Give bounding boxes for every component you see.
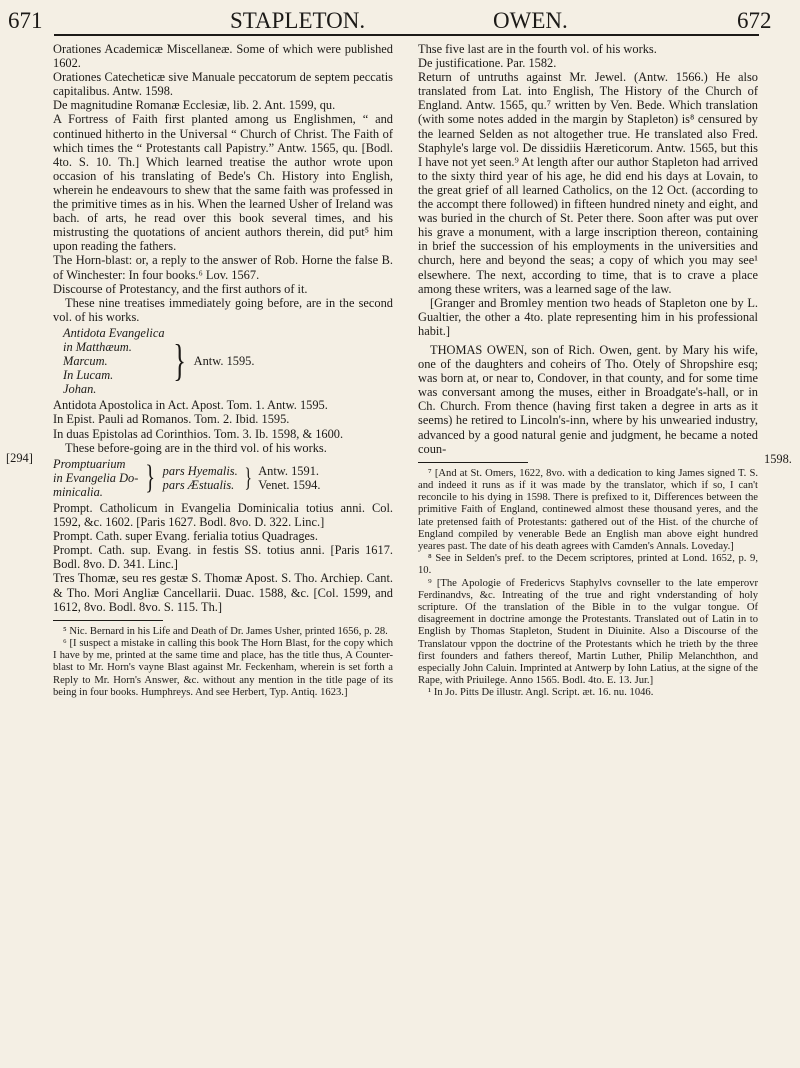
right-column <box>418 42 758 700</box>
entry-paragraph: These before-going are in the third vol. of his works. <box>65 440 327 455</box>
entry-paragraph: Orationes Academicæ Miscellaneæ. Some of which were published 1602. <box>53 42 393 71</box>
entry-paragraph: De justificatione. Par. 1582. <box>418 56 557 71</box>
brace-line: In Lucam. <box>63 368 114 383</box>
entry-paragraph: Orationes Catecheticæ sive Manuale peccatorum de septem peccatis capitalibus. Antw. 1598. <box>53 70 393 99</box>
brace-side-text: Venet. 1594. <box>258 477 321 492</box>
footnote: ⁶ [I suspect a mistake in calling this book The Horn Blast, for the copy which I have by me, printed at the same time and place, has the title thus, A Counter-blast to Mr. Horn's vayne Blast against Mr. Feckenham, wherein is set forth a Reply to Mr. Horn's Answer, &c. without any mention in the title page of its being in four books. Humphreys. And see Herbert, Typ. Antiq. 1623.] <box>53 637 393 698</box>
entry-paragraph: Antidota Apostolica in Act. Apost. Tom. 1. Antw. 1595. <box>53 398 328 413</box>
right-brace-icon: } <box>145 458 156 496</box>
brace-line: pars Æstualis. <box>162 477 235 492</box>
entry-paragraph: De magnitudine Romanæ Ecclesiæ, lib. 2. Ant. 1599, qu. <box>53 98 336 113</box>
entry-paragraph: In duas Epistolas ad Corinthios. Tom. 3. Ib. 1598, & 1600. <box>53 426 344 441</box>
brace-line: Marcum. <box>63 354 108 369</box>
footnote: ⁷ [And at St. Omers, 1622, 8vo. with a dedication to king James signed T. S. and indeed it runs as if it was made by the translator, which if so, I can't reconcile to his dying in 1598. There is prefixed to it, Differences between the primitive Faith of England, continewed almost these thousand yeres, and the late pretensed faith of Protestants: gathered out of the Hist. of the churche of England compiled by venerable Bede an English man above eight hundred yeares past. The date of his death agrees with Camden's Annals. Loveday.] <box>418 467 758 552</box>
entry-paragraph: The Horn-blast: or, a reply to the answer of Rob. Horne the false B. of Winchester: In four books.⁶ Lov. 1567. <box>53 253 393 282</box>
left-column <box>53 42 393 699</box>
brace-line: in Evangelia Do- <box>53 470 139 485</box>
header-rule <box>54 34 759 36</box>
brace-line: Antidota Evangelica <box>63 325 165 340</box>
brace-line: Promptuarium <box>53 456 126 471</box>
entry-paragraph: Tres Thomæ, seu res gestæ S. Thomæ Apost. S. Tho. Archiep. Cant. & Tho. Mori Angliæ Cancellarii. Duac. 1588, &c. [Col. 1599, and 1612, 8vo. Bodl. 8vo. S. 115. Th.] <box>53 571 393 614</box>
footnote: ¹ In Jo. Pitts De illustr. Angl. Script. æt. 16. nu. 1046. <box>428 687 654 699</box>
entry-paragraph: Prompt. Cath. super Evang. ferialia totius Quadrages. <box>53 529 318 544</box>
right-brace-icon: } <box>172 336 186 386</box>
running-header <box>0 0 800 34</box>
footnote: ⁸ See in Selden's pref. to the Decem scriptores, printed at Lond. 1652, p. 9, 10. <box>418 553 758 577</box>
brace-side-text: Antw. 1595. <box>193 354 255 369</box>
brace-line: pars Hyemalis. <box>162 463 238 478</box>
brace-line: Johan. <box>63 382 97 397</box>
footnote: ⁵ Nic. Bernard in his Life and Death of Dr. James Usher, printed 1656, p. 28. <box>63 625 388 637</box>
entry-paragraph: In Epist. Pauli ad Romanos. Tom. 2. Ibid. 1595. <box>53 412 290 427</box>
left-running-head: STAPLETON. <box>230 8 366 33</box>
footnote-rule <box>418 462 528 463</box>
brace-line: in Matthæum. <box>63 339 132 354</box>
footnote: ⁹ [The Apologie of Fredericvs Staphylvs covnseller to the late emperovr Ferdinandvs, &c. Intreating of the true and right vnderstanding of holy scripture. Of the translation of the Bible in to the vulgar tongue. Of disagreement in doctrine amonge the Protestants. Translated out of Latin in to English by Thomas Stapleton, Student in Diuinite. Also a Discourse of the Translatour vppon the doctrine of the Protestants which he trieth by the three first founders and fathers thereof, Martin Luther, Philip Melanchthon, and especially John Caluin. Imprinted at Antwerp by Iohn Latius, at the signe of the Rape, with Priuilege. Anno 1565. Bodl. 4to. E. 13. Jur.] <box>418 577 758 687</box>
right-page-number: 672 <box>737 8 772 33</box>
right-running-head: OWEN. <box>493 8 568 33</box>
brace-group-antidota-evangelica <box>63 326 393 396</box>
margin-note-left: [294] <box>6 451 33 465</box>
brace-group-promptuarium <box>53 457 393 499</box>
right-brace-icon: } <box>244 462 252 492</box>
entry-paragraph: Thse five last are in the fourth vol. of his works. <box>418 42 657 56</box>
entry-paragraph: Return of untruths against Mr. Jewel. (Antw. 1566.) He also translated from Lat. into English, The History of the Church of England. Antw. 1565, qu.⁷ written by Ven. Bede. Which translation (with some notes added in the margin by Stapleton) is⁸ censured by the learned Selden as not altogether true. He translated also Fred. Staphyle's large vol. De dissidiis Hæreticorum. Antw. 1565, but this I have not yet seen.⁹ At length after our author Stapleton had arrived to the sixty third year of his age, he did end his days at Lovain, to the great grief of all learned Catholics, on the 12 Oct. (according to the accompt there followed) in fifteen hundred ninety and eight, and was buried in the church of St. Peter there. Soon after was put over his grave a monument, with a large inscription thereon, containing in brief the succession of his employments in the universities and church, here and beyond the seas; a copy of which you may see¹ elsewhere. The next, according to time, that is to crave a place among these writers, was a learned sage of the law. <box>418 70 758 296</box>
entry-paragraph: A Fortress of Faith first planted among us Englishmen, “ and continued hitherto in the Universal “ Church of Christ. The Faith of which times the “ Protestants call Papistry.” Antw. 1565, qu. [Bodl. 4to. S. 10. Th.] Which learned treatise the author wrote upon occasion of his translating of Bede's Ch. History into English, wherein he endeavours to shew that the same faith was professed in the primitive times as in his. When the learned Usher of Ireland was bach. of arts, he read over this book several times, and his mistrusting the quotations of ancient authors therein, did put⁵ him upon reading the fathers. <box>53 112 393 254</box>
footnote-rule <box>53 620 163 621</box>
entry-paragraph: THOMAS OWEN, son of Rich. Owen, gent. by Mary his wife, one of the daughters and coheirs of Tho. Otely of Shropshire esq; was born at, or near to, Condover, in that county, and for some time was conversant among the muses, either in Broadgate's-hall, or in Ch. Church. From thence (having first taken a degree in arts as it seems) he retired to Lincoln's-inn, where by his unwearied industry, advanced by a good natural genie and judgment, he became a noted coun- <box>418 342 758 456</box>
left-page-number: 671 <box>8 8 43 33</box>
brace-side-text: Antw. 1591. <box>258 463 319 478</box>
entry-paragraph: Prompt. Catholicum in Evangelia Dominicalia totius anni. Col. 1592, &c. 1602. [Paris 1627. Bodl. 8vo. D. 322. Linc.] <box>53 501 393 530</box>
entry-paragraph: Discourse of Protestancy, and the first authors of it. <box>53 281 308 296</box>
entry-paragraph: Prompt. Cath. sup. Evang. in festis SS. totius anni. [Paris 1617. Bodl. 8vo. D. 341. Linc.] <box>53 543 393 572</box>
brace-line: minicalia. <box>53 484 103 499</box>
margin-note-right: 1598. <box>764 452 792 466</box>
entry-paragraph: These nine treatises immediately going before, are in the second vol. of his works. <box>53 295 393 324</box>
entry-paragraph: [Granger and Bromley mention two heads of Stapleton one by L. Gualtier, the other a 4to. plate representing him in his professional habit.] <box>418 295 758 338</box>
